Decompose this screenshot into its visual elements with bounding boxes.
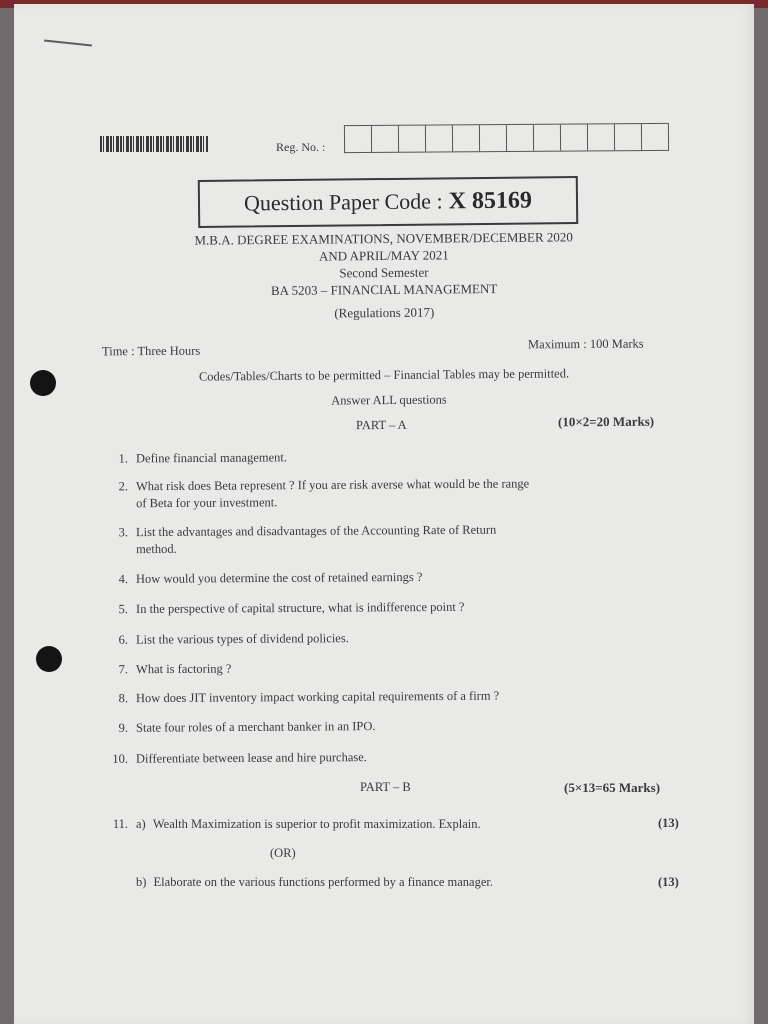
max-marks: Maximum : 100 Marks bbox=[527, 336, 644, 352]
codes-note: Codes/Tables/Charts to be permitted – Financial Tables may be permitted. bbox=[198, 366, 570, 384]
part-a-title: PART – A bbox=[355, 417, 407, 433]
punch-hole bbox=[36, 646, 62, 672]
paper-code: X 85169 bbox=[448, 186, 533, 214]
answer-all: Answer ALL questions bbox=[331, 392, 447, 408]
reg-box bbox=[561, 124, 588, 150]
question-paper bbox=[14, 4, 754, 1024]
reg-box bbox=[426, 125, 453, 151]
question-9: 9. State four roles of a merchant banker in an IPO. bbox=[118, 719, 376, 735]
barcode bbox=[100, 136, 208, 152]
reg-box bbox=[345, 126, 372, 152]
question-7: 7. What is factoring ? bbox=[118, 661, 232, 677]
reg-box bbox=[372, 126, 399, 152]
question-8: 8. How does JIT inventory impact working capital requirements of a firm ? bbox=[118, 688, 500, 706]
part-a-marks: (10×2=20 Marks) bbox=[557, 413, 655, 430]
question-3: 3. List the advantages and disadvantages of the Accounting Rate of Return method. bbox=[118, 522, 497, 557]
question-1: 1. Define financial management. bbox=[118, 450, 288, 466]
question-11a: 11. a) Wealth Maximization is superior to profit maximization. Explain. bbox=[112, 817, 481, 831]
exam-title-line2: AND APRIL/MAY 2021 bbox=[318, 247, 449, 264]
paper-code-label: Question Paper Code : bbox=[243, 188, 443, 216]
exam-title-line1: M.B.A. DEGREE EXAMINATIONS, NOVEMBER/DECEMBER 2020 bbox=[194, 229, 573, 248]
time-label: Time : Three Hours bbox=[101, 343, 201, 359]
reg-box bbox=[507, 125, 534, 151]
regulations: (Regulations 2017) bbox=[334, 304, 435, 321]
reg-no-boxes bbox=[344, 123, 669, 153]
reg-box bbox=[642, 124, 669, 150]
question-5: 5. In the perspective of capital structure, what is indifference point ? bbox=[118, 599, 465, 617]
reg-box bbox=[480, 125, 507, 151]
question-2: 2. What risk does Beta represent ? If you are risk averse what would be the range of Beta for your investment. bbox=[118, 476, 530, 511]
question-4: 4. How would you determine the cost of retained earnings ? bbox=[118, 569, 423, 586]
course-title: BA 5203 – FINANCIAL MANAGEMENT bbox=[270, 281, 498, 298]
paper-code-box bbox=[198, 176, 578, 228]
reg-box bbox=[399, 126, 426, 152]
semester: Second Semester bbox=[339, 264, 429, 281]
reg-box bbox=[453, 125, 480, 151]
question-11b: b) Elaborate on the various functions performed by a finance manager. bbox=[136, 875, 493, 889]
part-b-title: PART – B bbox=[360, 780, 411, 794]
reg-box bbox=[588, 124, 615, 150]
exam-header bbox=[134, 228, 635, 323]
reg-no-label: Reg. No. : bbox=[276, 140, 326, 154]
question-11b-marks: (13) bbox=[658, 875, 679, 889]
or-separator: (OR) bbox=[270, 846, 296, 860]
pen-mark bbox=[44, 39, 92, 46]
reg-box bbox=[615, 124, 642, 150]
question-6: 6. List the various types of dividend policies. bbox=[118, 631, 349, 647]
reg-box bbox=[534, 125, 561, 151]
punch-hole bbox=[30, 370, 56, 396]
question-11a-marks: (13) bbox=[658, 816, 679, 830]
question-10: 10. Differentiate between lease and hire purchase. bbox=[112, 750, 367, 766]
part-b-marks: (5×13=65 Marks) bbox=[564, 780, 661, 795]
